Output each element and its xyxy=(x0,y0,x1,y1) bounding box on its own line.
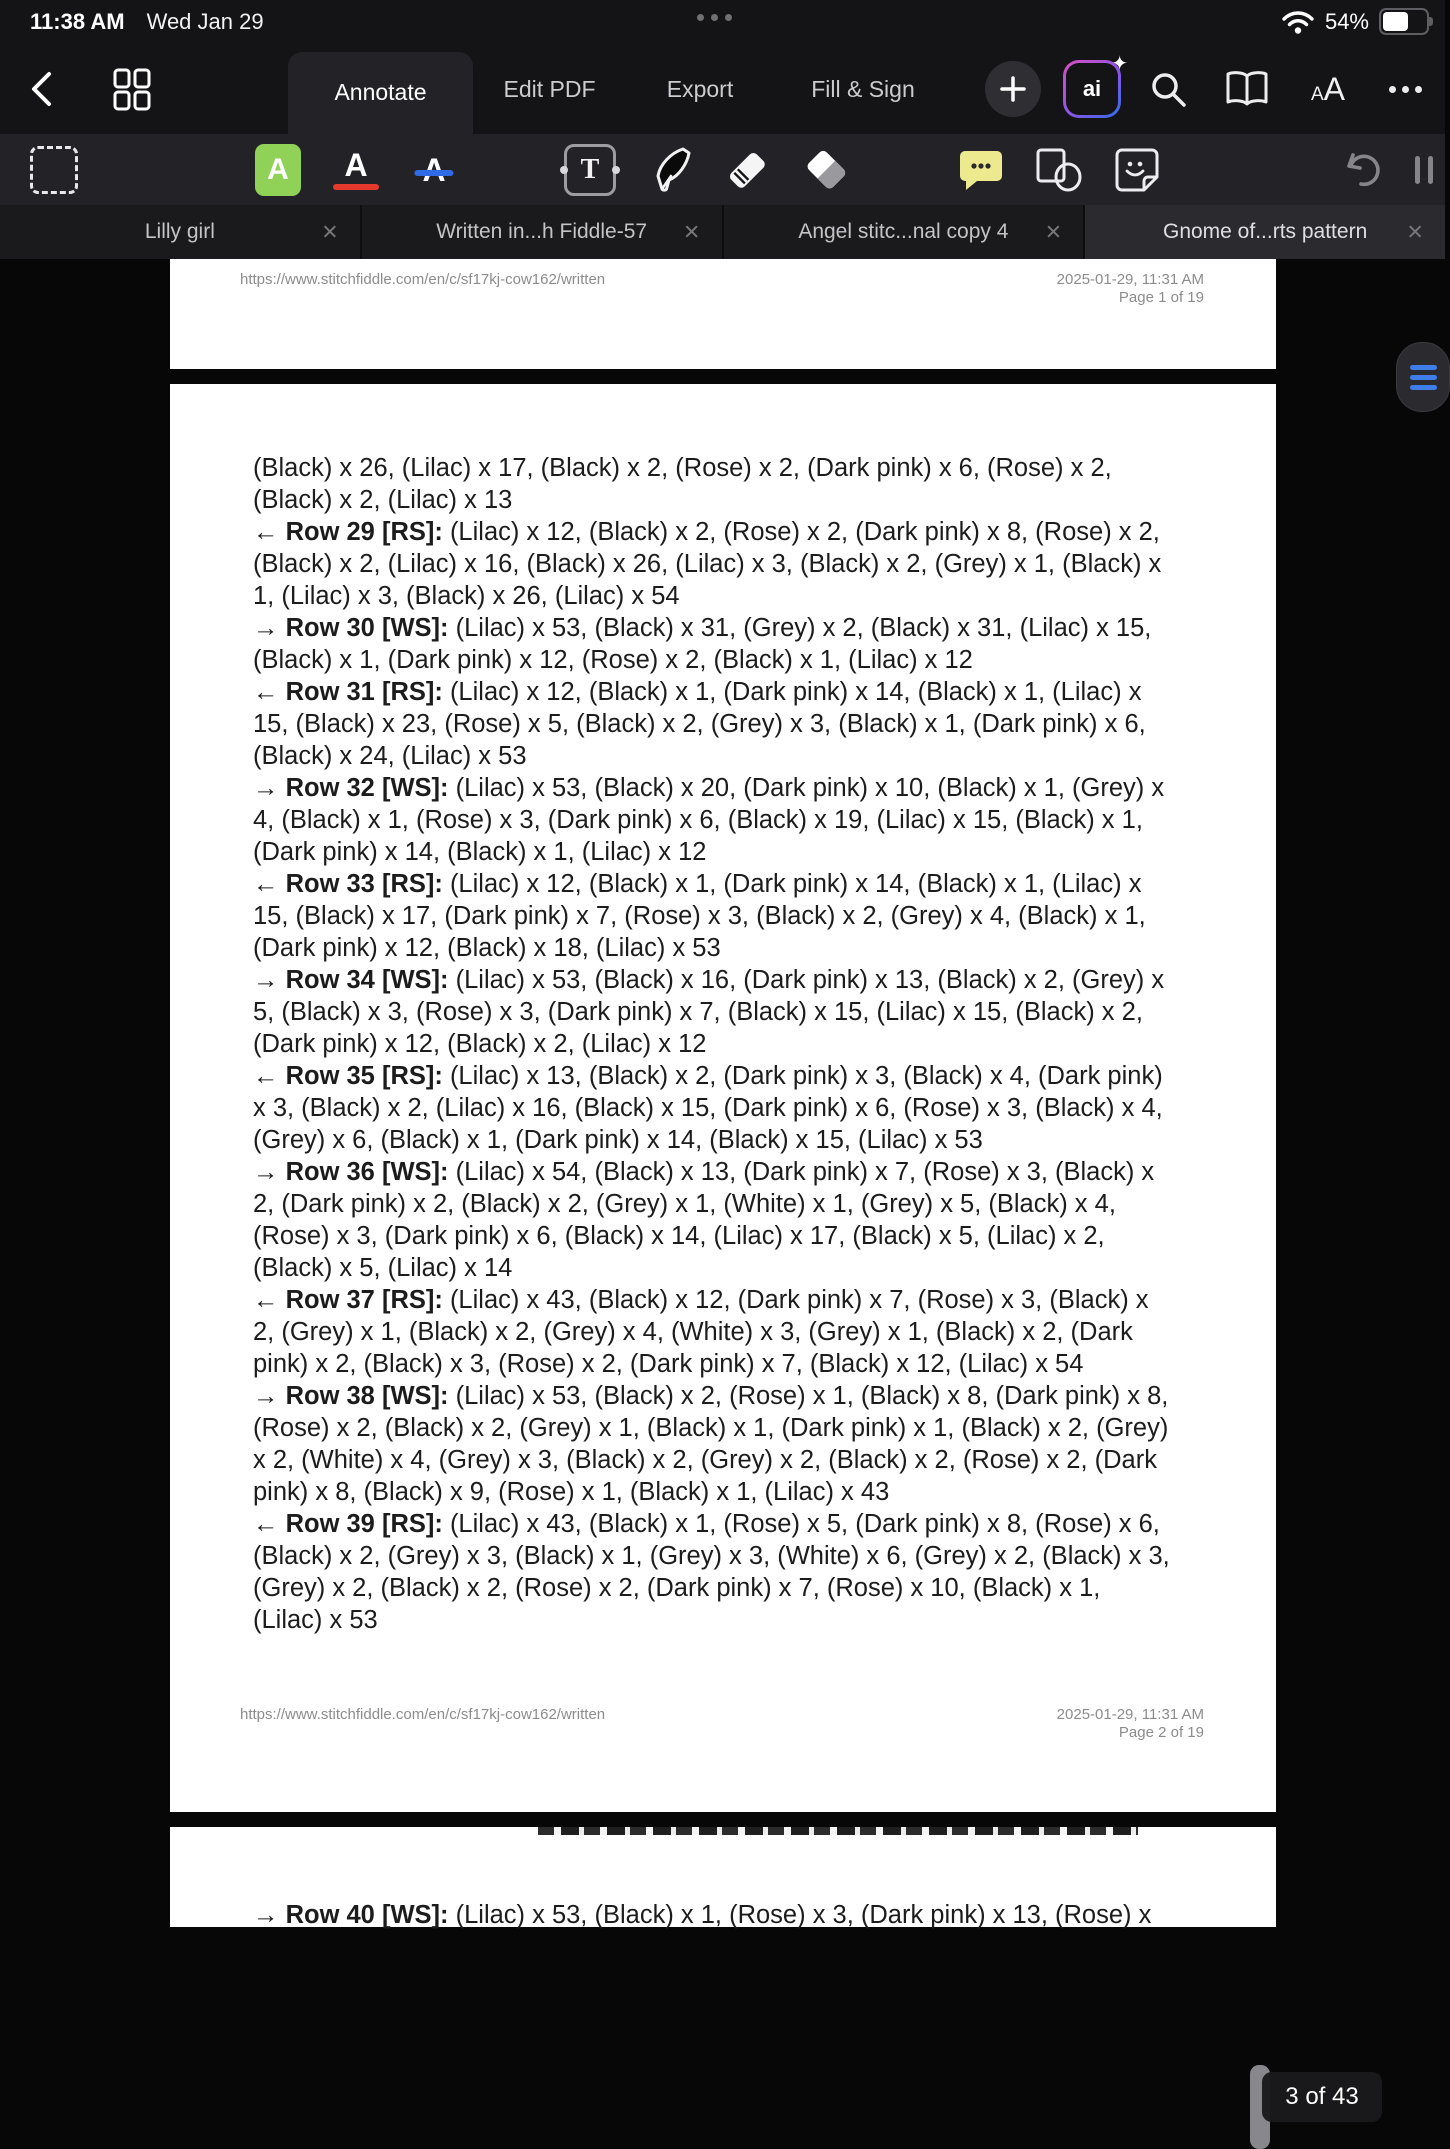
strikeout-tool[interactable] xyxy=(422,134,445,205)
battery-percent: 54% xyxy=(1324,8,1369,34)
pattern-line: 2, (Dark pink) x 2, (Black) x 2, (Grey) x 1, (White) x 1, (Grey) x 5, (Black) x 4, xyxy=(253,1190,1116,1218)
doc-tab-lilly-girl[interactable]: Lilly girl × xyxy=(0,205,360,259)
document-tab-bar xyxy=(0,205,1445,259)
status-bar xyxy=(0,0,1445,44)
pattern-line: → Row 40 [WS]: (Lilac) x 53, (Black) x 1, (Rose) x 3, (Dark pink) x 13, (Rose) x xyxy=(253,1901,1152,1929)
pattern-line: 4, (Black) x 1, (Rose) x 3, (Dark pink) x 6, (Black) x 19, (Lilac) x 15, (Black) x 1, xyxy=(253,806,1143,834)
page1-footer-timestamp: 2025-01-29, 11:31 AM xyxy=(1056,271,1204,288)
pattern-line: ← Row 31 [RS]: (Lilac) x 12, (Black) x 1, (Dark pink) x 14, (Black) x 1, (Lilac) x xyxy=(253,678,1142,706)
text-box-tool[interactable] xyxy=(564,134,616,205)
undo-button[interactable] xyxy=(1344,134,1384,205)
pattern-line: 15, (Black) x 17, (Dark pink) x 7, (Rose) x 3, (Black) x 2, (Grey) x 4, (Black) x 1, xyxy=(253,902,1146,930)
pattern-line: (Rose) x 3, (Dark pink) x 6, (Black) x 14, (Lilac) x 17, (Black) x 5, (Lilac) x 2, xyxy=(253,1222,1105,1250)
note-tool[interactable] xyxy=(957,134,1005,205)
doc-tab-gnome-pattern[interactable]: Gnome of...rts pattern × xyxy=(1085,205,1445,259)
tab-edit-pdf[interactable]: Edit PDF xyxy=(503,75,596,102)
page1-footer-url: https://www.stitchfiddle.com/en/c/sf17kj-cow162/written xyxy=(240,271,606,288)
sticker-smiley-icon xyxy=(1114,147,1160,193)
pattern-line: (Grey) x 2, (Black) x 2, (Rose) x 2, (Dark pink) x 7, (Rose) x 10, (Black) x 1, xyxy=(253,1574,1101,1602)
undo-icon xyxy=(1344,151,1384,189)
text-settings-button[interactable] xyxy=(1300,44,1356,134)
pattern-line: → Row 34 [WS]: (Lilac) x 53, (Black) x 16, (Dark pink) x 13, (Black) x 2, (Grey) x xyxy=(253,966,1165,994)
pattern-line: (Black) x 2, (Lilac) x 16, (Black) x 26, (Lilac) x 3, (Black) x 2, (Grey) x 1, (Black) x xyxy=(253,550,1162,578)
tab-export[interactable]: Export xyxy=(666,75,734,102)
pattern-line: (Lilac) x 53 xyxy=(253,1606,378,1634)
pattern-line: x 3, (Black) x 2, (Lilac) x 16, (Black) x 15, (Dark pink) x 6, (Rose) x 3, (Black) x 4, xyxy=(253,1094,1163,1122)
pattern-line: → Row 38 [WS]: (Lilac) x 53, (Black) x 2, (Rose) x 1, (Black) x 8, (Dark pink) x 8, xyxy=(253,1382,1169,1410)
highlight-tool[interactable] xyxy=(255,134,301,205)
tab-fill-sign[interactable]: Fill & Sign xyxy=(811,75,915,102)
shapes-tool[interactable] xyxy=(1034,134,1084,205)
pattern-line: ← Row 37 [RS]: (Lilac) x 43, (Black) x 12, (Dark pink) x 7, (Rose) x 3, (Black) x xyxy=(253,1286,1149,1314)
highlighter-icon: A xyxy=(255,144,301,196)
pdf-page-1 xyxy=(170,259,1276,369)
add-button[interactable] xyxy=(985,44,1041,134)
pattern-line: (Black) x 24, (Lilac) x 53 xyxy=(253,742,527,770)
wifi-icon xyxy=(1281,9,1315,35)
text-size-icon: A A xyxy=(1310,70,1346,107)
pattern-line: (Black) x 1, (Dark pink) x 12, (Rose) x 2, (Black) x 1, (Lilac) x 12 xyxy=(253,646,973,674)
search-icon xyxy=(1148,69,1188,109)
pattern-line: pink) x 2, (Black) x 3, (Rose) x 2, (Dark pink) x 7, (Black) x 12, (Lilac) x 54 xyxy=(253,1350,1084,1378)
pattern-line: 5, (Black) x 3, (Rose) x 3, (Dark pink) x 7, (Black) x 15, (Lilac) x 15, (Black) x 2, xyxy=(253,998,1143,1026)
outline-handle-button[interactable] xyxy=(1396,342,1450,412)
thumbnail-grid-icon[interactable] xyxy=(110,44,154,134)
pattern-line: pink) x 8, (Black) x 9, (Rose) x 1, (Black) x 1, (Lilac) x 43 xyxy=(253,1478,890,1506)
sparkle-icon: ✦ xyxy=(1111,53,1128,75)
date: Wed Jan 29 xyxy=(146,9,264,34)
close-icon[interactable]: × xyxy=(1045,216,1062,247)
page2-text xyxy=(253,452,1170,1636)
pattern-line: (Black) x 2, (Grey) x 3, (Black) x 1, (Grey) x 3, (White) x 6, (Grey) x 2, (Black) x 3, xyxy=(253,1542,1170,1570)
tab-annotate[interactable]: Annotate xyxy=(288,52,473,178)
pattern-line: x 2, (White) x 4, (Grey) x 3, (Black) x 2, (Grey) x 2, (Black) x 2, (Rose) x 2, (Dark xyxy=(253,1446,1157,1474)
page1-footer-page-label: Page 1 of 19 xyxy=(1118,289,1204,306)
pattern-line: 1, (Lilac) x 3, (Black) x 26, (Lilac) x 54 xyxy=(253,582,680,610)
pdf-page-2 xyxy=(170,384,1276,1812)
strikethrough-icon xyxy=(422,153,445,187)
text-tool-icon: T xyxy=(564,144,616,196)
page2-footer-page-label: Page 2 of 19 xyxy=(1118,1724,1204,1741)
underline-icon: A xyxy=(333,150,379,190)
page3-text xyxy=(253,1899,1151,1931)
pattern-line: ← Row 35 [RS]: (Lilac) x 13, (Black) x 2, (Dark pink) x 3, (Black) x 4, (Dark pink) xyxy=(253,1062,1163,1090)
pdf-page-3 xyxy=(170,1827,1276,1927)
selection-rect-icon xyxy=(30,146,78,194)
pattern-line: (Black) x 2, (Lilac) x 13 xyxy=(253,486,513,514)
annotation-tools-bar xyxy=(0,134,1445,205)
close-icon[interactable]: × xyxy=(321,216,338,247)
search-button[interactable] xyxy=(1147,44,1189,134)
pattern-line: → Row 30 [WS]: (Lilac) x 53, (Black) x 31, (Grey) x 2, (Black) x 31, (Lilac) x 15, xyxy=(253,614,1152,642)
page2-footer-timestamp: 2025-01-29, 11:31 AM xyxy=(1056,1706,1204,1723)
object-eraser-tool[interactable] xyxy=(802,134,850,205)
pattern-line: ← Row 33 [RS]: (Lilac) x 12, (Black) x 1, (Dark pink) x 14, (Black) x 1, (Lilac) x xyxy=(253,870,1142,898)
pdf-canvas[interactable] xyxy=(0,259,1445,1927)
pattern-line: 15, (Black) x 23, (Rose) x 5, (Black) x 2, (Grey) x 3, (Black) x 1, (Dark pink) x 6, xyxy=(253,710,1146,738)
main-toolbar xyxy=(0,44,1445,134)
close-icon[interactable]: × xyxy=(683,216,700,247)
clock: 11:38 AM xyxy=(30,9,125,34)
pattern-line: (Black) x 5, (Lilac) x 14 xyxy=(253,1254,513,1282)
eraser-tool[interactable] xyxy=(723,134,771,205)
page-indicator-badge: 3 of 43 xyxy=(1262,2072,1382,2122)
pattern-line: (Black) x 26, (Lilac) x 17, (Black) x 2, (Rose) x 2, (Dark pink) x 6, (Rose) x 2, xyxy=(253,454,1112,482)
pattern-line: 2, (Grey) x 1, (Black) x 2, (Grey) x 4, (White) x 3, (Grey) x 1, (Black) x 2, (Dark xyxy=(253,1318,1133,1346)
pattern-line: (Dark pink) x 14, (Black) x 1, (Lilac) x 12 xyxy=(253,838,707,866)
marquee-select-tool[interactable] xyxy=(30,134,78,205)
pattern-line: (Rose) x 2, (Black) x 2, (Grey) x 1, (Black) x 1, (Dark pink) x 1, (Black) x 2, (Grey) xyxy=(253,1414,1169,1442)
pattern-line: (Grey) x 6, (Black) x 1, (Dark pink) x 14, (Black) x 15, (Lilac) x 53 xyxy=(253,1126,983,1154)
comment-icon xyxy=(957,147,1005,193)
book-icon xyxy=(1224,69,1270,109)
ai-assistant-button[interactable] xyxy=(1063,44,1128,134)
shapes-icon xyxy=(1034,147,1084,193)
multitask-dots-icon xyxy=(697,14,732,21)
clipped-heading-fragment xyxy=(538,1827,1138,1835)
pattern-line: ← Row 29 [RS]: (Lilac) x 12, (Black) x 2, (Rose) x 2, (Dark pink) x 8, (Rose) x 2, xyxy=(253,518,1160,546)
pattern-line: → Row 32 [WS]: (Lilac) x 53, (Black) x 20, (Dark pink) x 10, (Black) x 1, (Grey) x xyxy=(253,774,1165,802)
underline-tool[interactable] xyxy=(333,134,379,205)
pen-tool[interactable] xyxy=(647,134,693,205)
pattern-line: ← Row 39 [RS]: (Lilac) x 43, (Black) x 1, (Rose) x 5, (Dark pink) x 8, (Rose) x 6, xyxy=(253,1510,1160,1538)
plus-icon xyxy=(985,61,1041,117)
pause-bars-icon xyxy=(1415,156,1433,184)
back-button[interactable] xyxy=(24,44,58,134)
pattern-line: (Dark pink) x 12, (Black) x 18, (Lilac) x 53 xyxy=(253,934,721,962)
page2-footer-url: https://www.stitchfiddle.com/en/c/sf17kj-cow162/written xyxy=(240,1706,606,1723)
close-icon[interactable]: × xyxy=(1407,216,1423,247)
reader-view-button[interactable] xyxy=(1224,44,1270,134)
more-menu-button[interactable] xyxy=(1383,44,1427,134)
doc-tab-angel-stitch[interactable]: Angel stitc...nal copy 4 × xyxy=(724,205,1084,259)
pattern-line: (Dark pink) x 12, (Black) x 2, (Lilac) x 12 xyxy=(253,1030,707,1058)
battery-icon xyxy=(1379,8,1429,35)
eraser-icon xyxy=(723,146,771,194)
pattern-line: → Row 36 [WS]: (Lilac) x 54, (Black) x 13, (Dark pink) x 7, (Rose) x 3, (Black) x xyxy=(253,1158,1155,1186)
ai-icon: ai ✦ xyxy=(1063,60,1121,118)
pen-icon xyxy=(647,145,693,195)
collapse-toolbar-button[interactable] xyxy=(1415,134,1433,205)
stamp-tool[interactable] xyxy=(1114,134,1160,205)
ellipsis-icon xyxy=(1389,86,1422,93)
doc-tab-written-in-fiddle[interactable]: Written in...h Fiddle-57 × xyxy=(362,205,722,259)
eraser-diamond-icon xyxy=(802,146,850,194)
